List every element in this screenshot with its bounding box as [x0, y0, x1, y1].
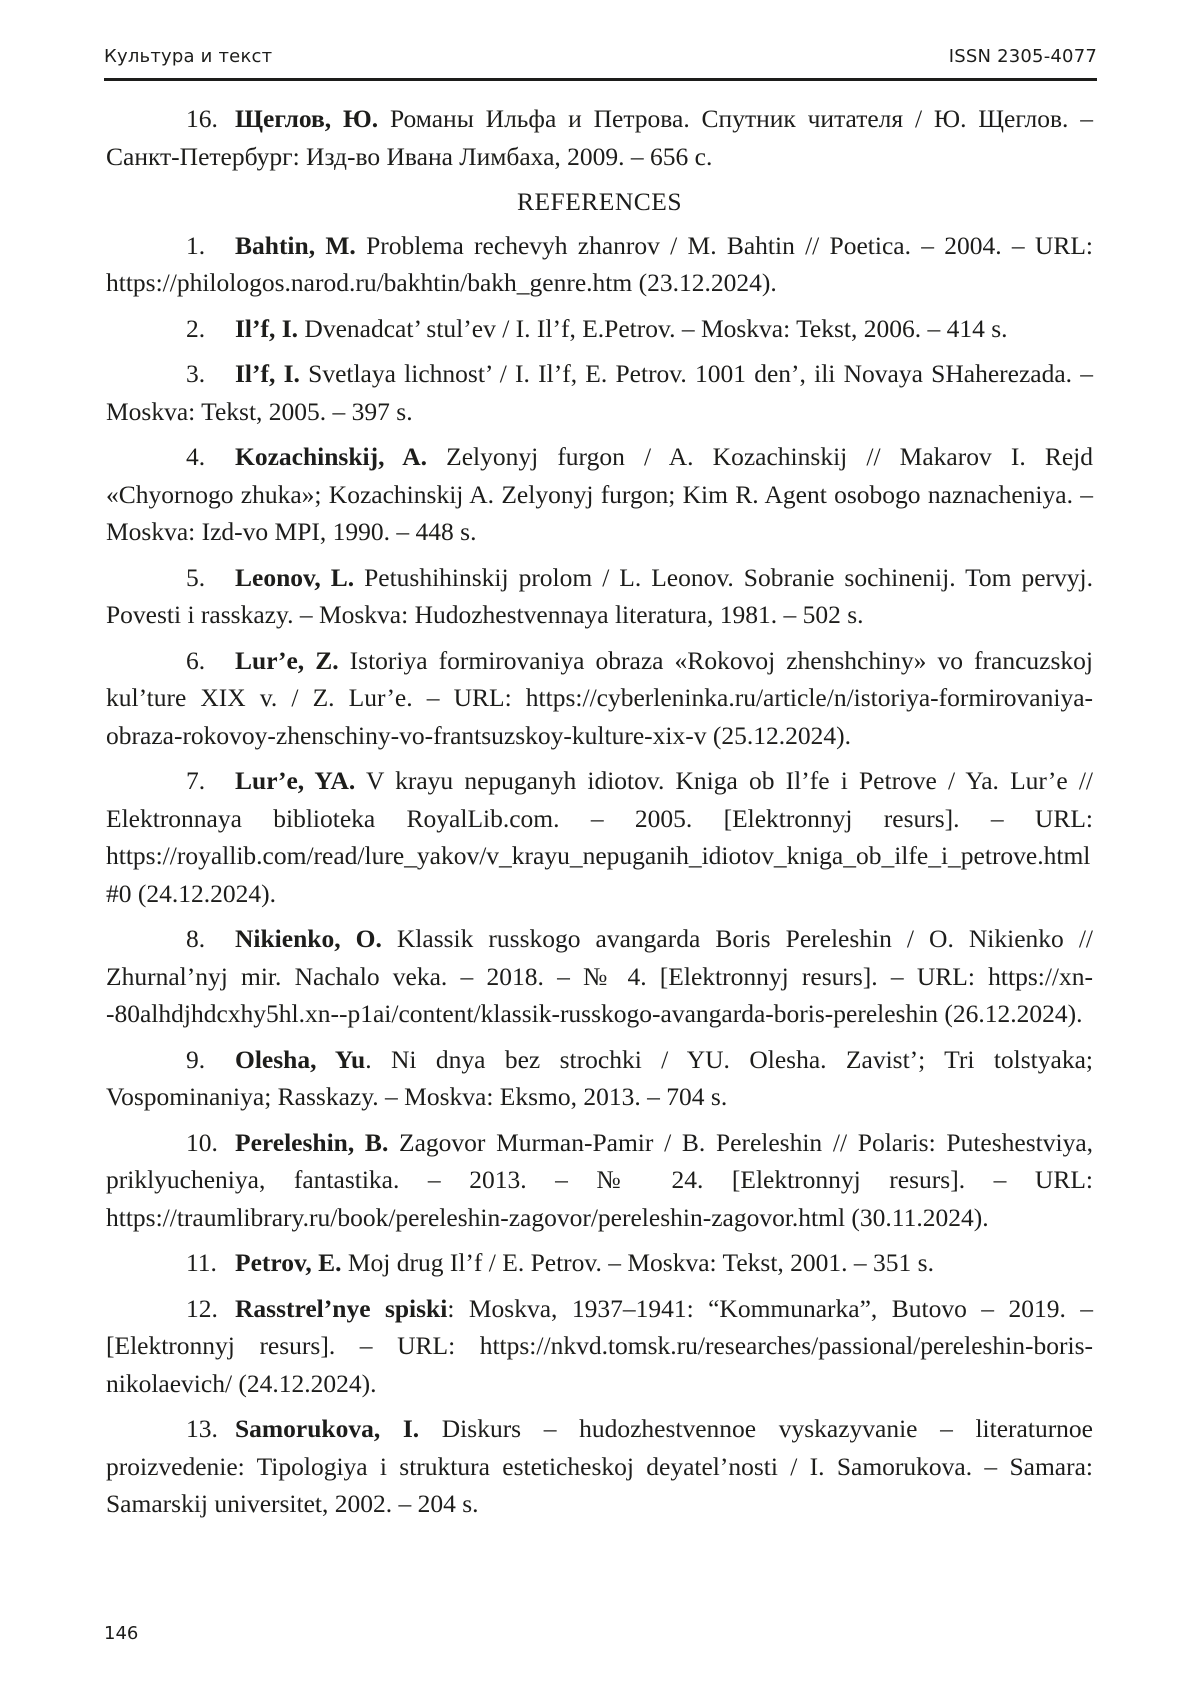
- entry-number: 3.: [186, 359, 206, 388]
- entry-author: Il’f, I.: [235, 313, 299, 343]
- reference-entry: [106, 762, 1093, 912]
- entry-number: 10.: [186, 1127, 218, 1157]
- entry-text: Романы Ильфа и Петрова. Спутник читателя / Ю. Щеглов. – Санкт-Петербург: Изд-во Ивана Лимбаха, 2009. – 656 с.: [106, 104, 1093, 171]
- reference-entry: [106, 920, 1093, 1033]
- entry-author: Щеглов, Ю.: [235, 104, 379, 133]
- entry-number: 6.: [186, 645, 206, 675]
- entry-number: 11.: [186, 1248, 217, 1277]
- continued-reference-entry: [106, 100, 1093, 175]
- entry-number: 4.: [186, 442, 206, 471]
- references-list: [106, 227, 1093, 1523]
- entry-number: 1.: [186, 230, 206, 260]
- entry-author: Lur’e, Z.: [235, 645, 339, 675]
- entry-number: 12.: [186, 1293, 218, 1323]
- entry-text: Petushihinskij prolom / L. Leonov. Sobranie sochinenij. Tom pervyj. Povesti i rasskazy. – Moskva: Hudozhestvennaya literatura, 1981. – 502 s.: [106, 562, 1093, 629]
- entry-author: Kozachinskij, A.: [235, 442, 427, 471]
- entry-number: 16.: [186, 104, 218, 133]
- entry-text: Dvenadcat’ stul’ev / I. Il’f, E.Petrov. – Moskva: Tekst, 2006. – 414 s.: [298, 313, 1008, 343]
- entry-number: 13.: [186, 1414, 218, 1443]
- entry-text: Zelyonyj furgon / A. Kozachinskij // Makarov I. Rejd «Chyornogo zhuka»; Kozachinskij A. Zelyonyj furgon; Kim R. Agent osobogo naznacheniya. – Moskva: Izd-vo MPI, 1990. – 448 s.: [106, 442, 1093, 546]
- reference-entry: [106, 1041, 1093, 1116]
- entry-author: Leonov, L.: [235, 562, 355, 592]
- entry-author: Nikienko, O.: [235, 924, 382, 953]
- running-header: [104, 44, 1097, 81]
- reference-entry: [106, 642, 1093, 755]
- entry-text: : Moskva, 1937–1941: “Kommunarka”, Butovo – 2019. – [Elektronnyj resurs]. – URL: https://nkvd.tomsk.ru/researches/passional/pereleshin-boris-nikolaevich/ (24.12.2024).: [106, 1293, 1094, 1398]
- entry-text: Problema rechevyh zhanrov / M. Bahtin // Poetica. – 2004. – URL: https://philologos.narod.ru/bakhtin/bakh_genre.htm (23.12.2024).: [106, 230, 1093, 297]
- reference-entry: [106, 227, 1093, 302]
- entry-text: Svetlaya lichnost’ / I. Il’f, E. Petrov. 1001 den’, ili Novaya SHaherezada. – Moskva: Tekst, 2005. – 397 s.: [106, 359, 1093, 426]
- reference-entry: [106, 355, 1093, 430]
- entry-text: Diskurs – hudozhestvennoe vyskazyvanie – literaturnoe proizvedenie: Tipologiya i struktura esteticheskoj deyatel’nosti / I. Samorukova. – Samara: Samarskij universitet, 2002. – 204 s.: [106, 1414, 1094, 1518]
- entry-author: Samorukova, I.: [235, 1414, 420, 1443]
- issn-number: ISSN 2305-4077: [948, 46, 1097, 67]
- entry-author: Lur’e, YA.: [235, 766, 356, 795]
- reference-entry: [106, 1244, 1093, 1282]
- entry-author: Rasstrel’nye spiski: [235, 1293, 448, 1323]
- reference-entry: [106, 438, 1093, 551]
- reference-entry: [106, 1124, 1093, 1237]
- entry-number: 8.: [186, 924, 206, 953]
- entry-number: 9.: [186, 1044, 206, 1074]
- page-number: 146: [104, 1623, 139, 1644]
- entry-author: Olesha, Yu: [235, 1044, 366, 1074]
- references-heading: REFERENCES: [516, 187, 683, 216]
- reference-entry: [106, 1410, 1093, 1523]
- entry-text: Klassik russkogo avangarda Boris Pereleshin / O. Nikienko // Zhurnal’nyj mir. Nachalo veka. – 2018. – № 4. [Elektronnyj resurs]. – URL: https://xn--80alhdjhdcxhy5hl.xn--p1ai/content/klassik-russkogo-avangarda-boris-pereleshin (26.12.2024).: [106, 924, 1093, 1028]
- entry-text: Zagovor Murman-Pamir / B. Pereleshin // Polaris: Puteshestviya, priklyucheniya, fantastika. – 2013. – № 24. [Elektronnyj resurs]. – URL: https://traumlibrary.ru/book/pereleshin-zagovor/pereleshin-zagovor.html (30.11.2024).: [106, 1127, 1094, 1232]
- reference-entry: [106, 559, 1093, 634]
- entry-text: Istoriya formirovaniya obraza «Rokovoj zhenshchiny» vo francuzskoj kul’ture XIX v. / Z. Lur’e. – URL: https://cyberleninka.ru/article/n/istoriya-formirovaniya-obraza-rokovoy-zhenschiny-vo-frantsuzskoy-kulture-xix-v (25.12.2024).: [106, 645, 1093, 750]
- entry-number: 2.: [186, 313, 206, 343]
- reference-entry: [106, 1290, 1093, 1403]
- entry-text: . Ni dnya bez strochki / YU. Olesha. Zavist’; Tri tolstyaka; Vospominaniya; Rasskazy. – Moskva: Eksmo, 2013. – 704 s.: [106, 1044, 1093, 1111]
- entry-author: Petrov, E.: [235, 1248, 342, 1277]
- entry-author: Pereleshin, B.: [235, 1127, 389, 1157]
- entry-number: 7.: [186, 766, 206, 795]
- entry-text: V krayu nepuganyh idiotov. Kniga ob Il’fe i Petrove / Ya. Lur’e // Elektronnaya biblioteka RoyalLib.com. – 2005. [Elektronnyj resurs]. – URL: https://royallib.com/read/lure_yakov/v_krayu_nepuganih_idiotov_kniga_ob_ilfe_i_petrove.html#0 (24.12.2024).: [106, 766, 1093, 908]
- entry-text: Moj drug Il’f / E. Petrov. – Moskva: Tekst, 2001. – 351 s.: [341, 1248, 934, 1277]
- reference-entry: [106, 310, 1093, 348]
- body-text: [106, 100, 1093, 1531]
- entry-number: 5.: [186, 562, 206, 592]
- journal-title: Культура и текст: [104, 46, 273, 67]
- entry-author: Bahtin, M.: [235, 230, 356, 260]
- entry-author: Il’f, I.: [235, 359, 300, 388]
